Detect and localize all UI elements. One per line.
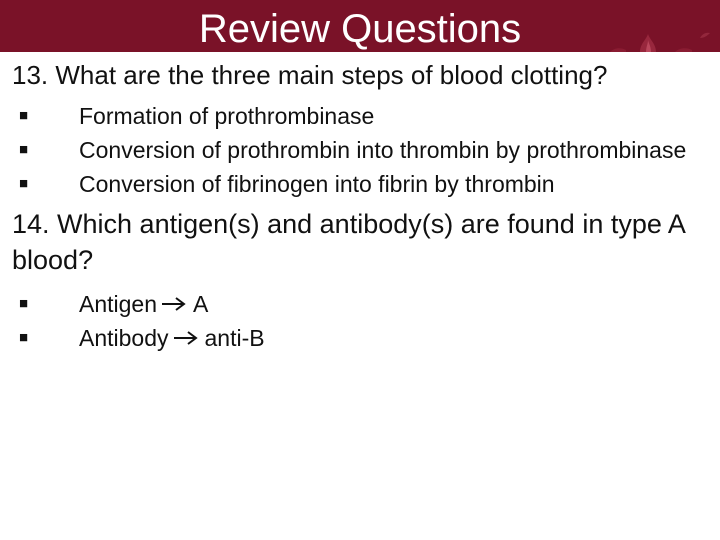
question-block-14: [12, 206, 717, 355]
answer-text: Conversion of fibrinogen into fibrin by thrombin: [79, 171, 555, 197]
answer-item: [12, 287, 717, 321]
answer-term: Antibody: [79, 325, 169, 351]
slide-content: [12, 58, 717, 355]
question-14: 14. Which antigen(s) and antibody(s) are found in type A blood?: [12, 209, 685, 275]
answer-list-13: [12, 99, 717, 201]
question-13: 13. What are the three main steps of blood clotting?: [12, 60, 608, 90]
arrow-right-icon: [173, 331, 199, 345]
answer-list-14: [12, 287, 717, 355]
answer-item: [12, 167, 717, 201]
blood-drop-decoration-icon: [580, 0, 720, 52]
square-bullet-icon: ■: [19, 295, 29, 312]
answer-value: A: [193, 291, 209, 317]
square-bullet-icon: ■: [19, 175, 29, 192]
square-bullet-icon: ■: [19, 329, 29, 346]
answer-item: [12, 321, 717, 355]
answer-item: [12, 99, 717, 133]
answer-text: Conversion of prothrombin into thrombin by prothrombinase: [79, 137, 687, 163]
square-bullet-icon: ■: [19, 141, 29, 158]
answer-term: Antigen: [79, 291, 158, 317]
answer-item: [12, 133, 717, 167]
title-bar: [0, 0, 720, 52]
square-bullet-icon: ■: [19, 107, 29, 124]
answer-text: Formation of prothrombinase: [79, 103, 375, 129]
arrow-right-icon: [161, 297, 187, 311]
slide-title: Review Questions: [198, 7, 522, 51]
question-block-13: [12, 58, 717, 201]
answer-value: anti-B: [204, 325, 265, 351]
